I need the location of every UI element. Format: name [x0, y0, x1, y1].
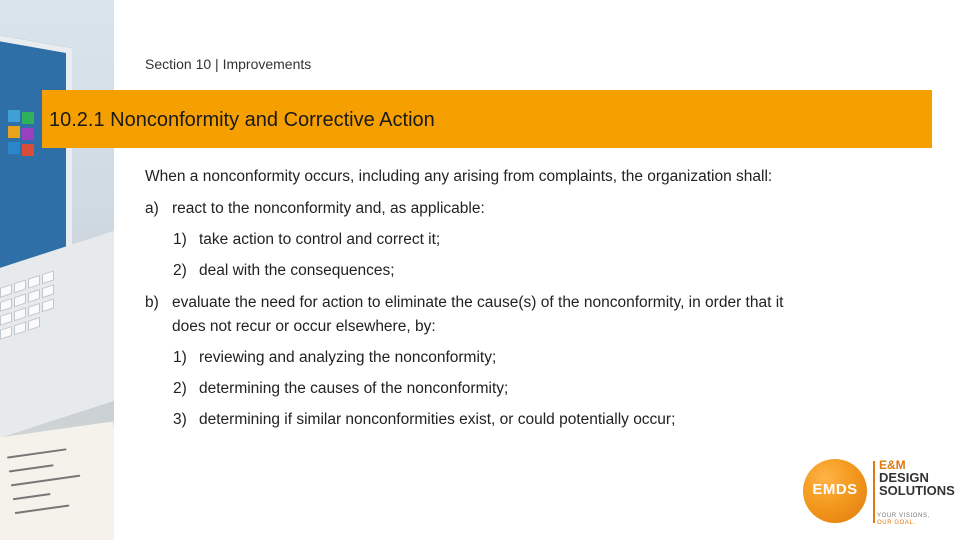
logo-divider	[873, 461, 875, 523]
title-bar	[42, 90, 932, 148]
background-photo	[0, 0, 114, 540]
sub-marker: 2)	[173, 380, 187, 397]
logo-tagline-2: OUR GOAL.	[877, 520, 916, 526]
company-logo	[803, 458, 955, 531]
sub-item-text: take action to control and correct it;	[199, 231, 441, 248]
section-label: Section 10 | Improvements	[145, 56, 312, 72]
logo-circle	[803, 459, 867, 523]
sub-marker: 3)	[173, 411, 187, 428]
sub-marker: 2)	[173, 262, 187, 279]
sub-marker: 1)	[173, 349, 187, 366]
logo-tagline-1: YOUR VISIONS,	[877, 513, 930, 519]
list-item-text: react to the nonconformity and, as applicable:	[172, 200, 485, 217]
logo-brand: E&M	[879, 458, 906, 472]
sub-marker: 1)	[173, 231, 187, 248]
notebook-image	[0, 422, 114, 540]
list-item-text-line2: does not recur or occur elsewhere, by:	[172, 318, 436, 335]
logo-name-line2: SOLUTIONS	[879, 483, 955, 498]
list-item-text-line1: evaluate the need for action to eliminate the cause(s) of the nonconformity, in order that it	[172, 294, 784, 311]
logo-monogram: EMDS	[812, 481, 858, 498]
sub-item-text: determining if similar nonconformities exist, or could potentially occur;	[199, 411, 676, 428]
list-marker: a)	[145, 200, 159, 217]
slide-title: 10.2.1 Nonconformity and Corrective Action	[49, 109, 435, 131]
intro-text: When a nonconformity occurs, including any arising from complaints, the organization shall:	[145, 168, 773, 185]
sub-item-text: reviewing and analyzing the nonconformity;	[199, 349, 497, 366]
sub-item-text: determining the causes of the nonconformity;	[199, 380, 509, 397]
logo-name-line1: DESIGN	[879, 470, 929, 485]
sub-item-text: deal with the consequences;	[199, 262, 395, 279]
list-marker: b)	[145, 294, 159, 311]
